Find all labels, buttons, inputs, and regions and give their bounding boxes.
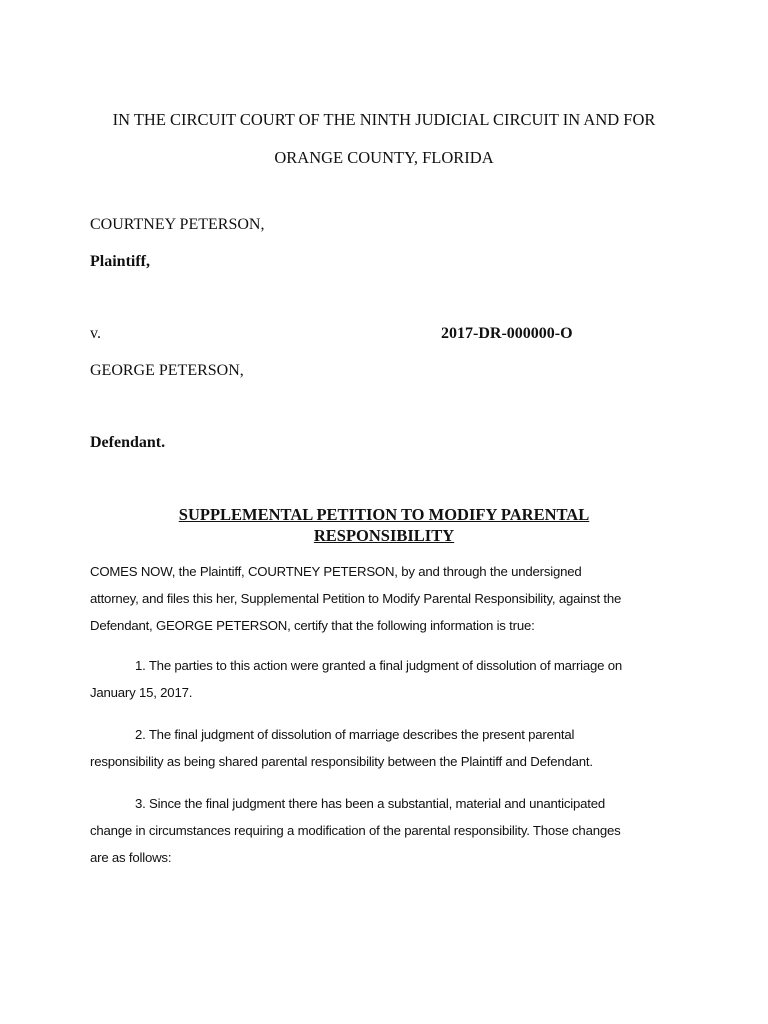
defendant-role: Defendant. xyxy=(90,434,166,451)
paragraph-2 xyxy=(90,721,690,775)
paragraph-3 xyxy=(90,790,690,871)
intro-line-2: attorney, and files this her, Supplemental Petition to Modify Parental Responsibility, against the xyxy=(90,591,622,606)
court-heading-line-1: IN THE CIRCUIT COURT OF THE NINTH JUDICIAL CIRCUIT IN AND FOR xyxy=(112,110,656,129)
plaintiff-role: Plaintiff, xyxy=(90,253,150,270)
intro-paragraph xyxy=(90,558,690,639)
court-heading-line-2: ORANGE COUNTY, FLORIDA xyxy=(274,148,494,167)
document-title-line-2: RESPONSIBILITY xyxy=(313,526,455,545)
intro-line-3: Defendant, GEORGE PETERSON, certify that the following information is true: xyxy=(90,618,535,633)
paragraph-3-line-2: change in circumstances requiring a modification of the parental responsibility. Those changes xyxy=(90,823,621,838)
paragraph-2-line-1: 2. The final judgment of dissolution of marriage describes the present parental xyxy=(135,727,575,742)
paragraph-3-line-1: 3. Since the final judgment there has been a substantial, material and unanticipated xyxy=(135,796,605,811)
paragraph-1-line-2: January 15, 2017. xyxy=(90,685,193,700)
paragraph-2-line-2: responsibility as being shared parental responsibility between the Plaintiff and Defendant. xyxy=(90,754,593,769)
intro-line-1: COMES NOW, the Plaintiff, COURTNEY PETERSON, by and through the undersigned xyxy=(90,564,582,579)
paragraph-1-line-1: 1. The parties to this action were granted a final judgment of dissolution of marriage on xyxy=(135,658,623,673)
paragraph-3-line-3: are as follows: xyxy=(90,850,172,865)
versus-label: v. xyxy=(90,325,101,342)
paragraph-1 xyxy=(90,652,690,706)
case-number: 2017-DR-000000-O xyxy=(441,325,573,342)
defendant-name: GEORGE PETERSON, xyxy=(90,362,244,379)
plaintiff-name: COURTNEY PETERSON, xyxy=(90,216,265,233)
document-title-line-1: SUPPLEMENTAL PETITION TO MODIFY PARENTAL xyxy=(178,505,590,524)
